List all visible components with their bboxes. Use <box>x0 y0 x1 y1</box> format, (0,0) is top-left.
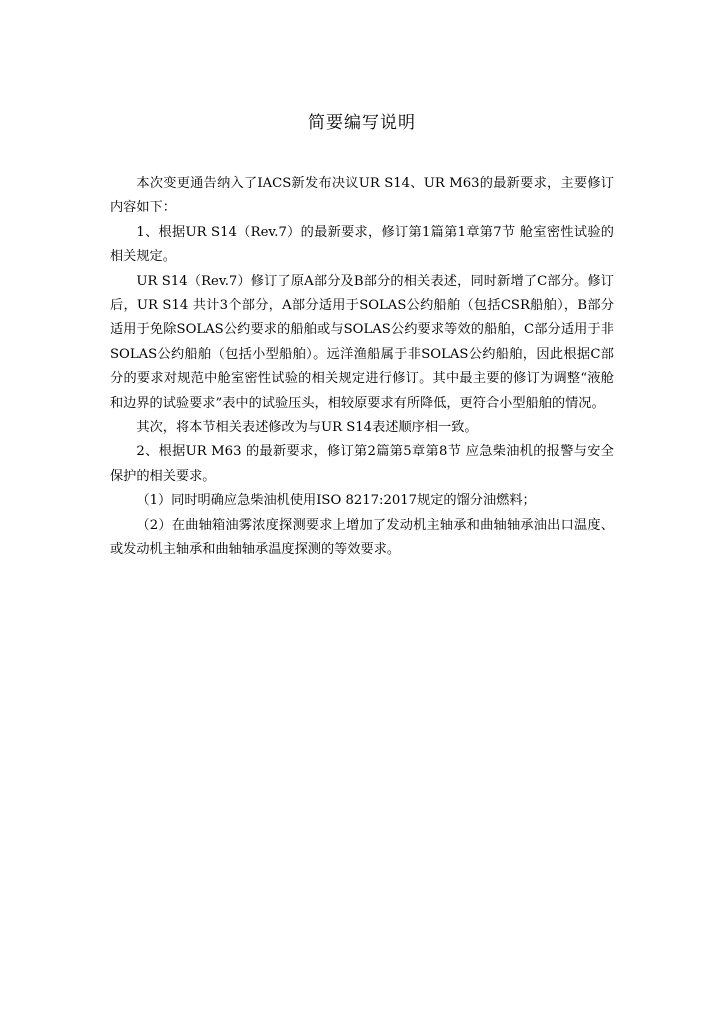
paragraph-subitem-2: （2）在曲轴箱油雾浓度探测要求上增加了发动机主轴承和曲轴轴承油出口温度、或发动机主轴承和曲轴轴承温度探测的等效要求。 <box>110 517 614 558</box>
paragraph-item-1: 1、根据UR S14（Rev.7）的最新要求，修订第1篇第1章第7节 舱室密性试验的相关规定。 <box>110 224 614 265</box>
paragraph-subitem-1: （1）同时明确应急柴油机使用ISO 8217:2017规定的馏分油燃料； <box>136 493 536 509</box>
paragraph-s14-details: UR S14（Rev.7）修订了原A部分及B部分的相关表述，同时新增了C部分。修订后，UR S14 共计3个部分，A部分适用于SOLAS公约船舶（包括CSR船舶），B部分适用于免除SOLAS公约要求的船舶或与SOLAS公约要求等效的船舶，C部分适用于非SOLAS公约船舶（包括小型船舶）。远洋渔船属于非SOLAS公约船舶，因此根据C部分的要求对规范中舱室密性试验的相关规定进行修订。其中最主要的修订为调整“液舱和边界的试验要求”表中的试验压头，相较原要求有所降低，更符合小型船舶的情况。 <box>110 273 614 411</box>
document-body <box>110 172 614 563</box>
paragraph-item-2: 2、根据UR M63 的最新要求，修订第2篇第5章第8节 应急柴油机的报警与安全保护的相关要求。 <box>110 444 614 484</box>
paragraph-intro: 本次变更通告纳入了IACS新发布决议UR S14、UR M63的最新要求，主要修订内容如下： <box>110 176 614 216</box>
document-title: 简要编写说明 <box>308 113 416 133</box>
paragraph-secondly: 其次，将本节相关表述修改为与UR S14表述顺序相一致。 <box>136 420 478 436</box>
